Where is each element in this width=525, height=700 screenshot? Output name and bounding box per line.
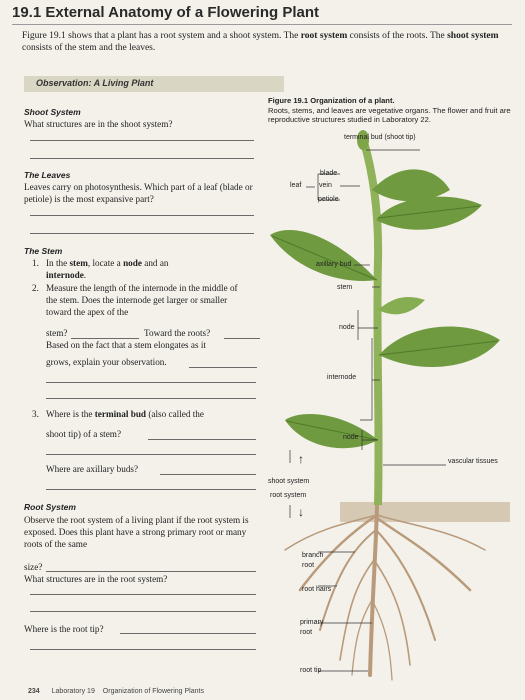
shoot-system-heading: Shoot System <box>24 107 81 117</box>
answer-line[interactable] <box>46 571 256 572</box>
intro-paragraph <box>22 30 512 54</box>
answer-line[interactable] <box>148 439 256 440</box>
q1-text-a: In the <box>46 258 70 268</box>
leaves-drawing <box>270 169 500 448</box>
answer-line[interactable] <box>30 594 256 595</box>
q2-text-d: Based on the fact that a stem elongates as it <box>46 340 206 350</box>
q1-keyword-stem: stem <box>69 258 88 268</box>
intro-keyword-root-system: root system <box>300 31 348 41</box>
stem-heading: The Stem <box>24 246 63 256</box>
answer-line[interactable] <box>189 367 257 368</box>
label-blade: blade <box>320 170 338 177</box>
root-structures-question: What structures are in the root system? <box>24 574 168 584</box>
label-vein: vein <box>319 182 332 189</box>
label-primary-root-1: primary <box>300 619 324 626</box>
q1-text-e: and an <box>141 258 169 268</box>
answer-line[interactable] <box>30 158 254 159</box>
root-system-heading: Root System <box>24 502 76 512</box>
label-branch-root-2: root <box>302 562 315 569</box>
q1-keyword-internode: internode <box>46 270 84 280</box>
stem-drawing <box>364 142 379 505</box>
leaves-question: Leaves carry on photosynthesis. Which part of a leaf (blade or petiole) is the most expansive part? <box>24 182 253 204</box>
answer-line[interactable] <box>46 489 256 490</box>
answer-line[interactable] <box>30 215 254 216</box>
q3-text-c: (also called the <box>146 409 204 419</box>
label-root-system: root system <box>270 492 307 499</box>
intro-text-1: Figure 19.1 shows that a plant has a root system and a shoot system. The <box>22 31 301 41</box>
q1-number: 1. <box>32 258 39 268</box>
soil-surface <box>340 502 510 522</box>
answer-line[interactable] <box>30 611 256 612</box>
page-footer <box>28 688 204 695</box>
plant-diagram <box>260 120 522 690</box>
answer-line[interactable] <box>30 140 254 141</box>
label-petiole: petiole <box>318 196 339 203</box>
q2-stem-label: stem? <box>46 328 68 338</box>
q1-keyword-node: node <box>123 258 142 268</box>
q1-text <box>46 257 256 281</box>
figure-caption-text: Roots, stems, and leaves are vegetative organs. The flower and fruit are reproductive structures studied in Laboratory 22. <box>268 105 511 124</box>
observation-label: Observation: A Living Plant <box>36 78 154 88</box>
answer-line[interactable] <box>46 398 256 399</box>
label-root-hairs: root hairs <box>302 586 332 593</box>
answer-line[interactable] <box>30 649 256 650</box>
q3-number: 3. <box>32 409 39 419</box>
label-node-lower: node <box>343 434 359 441</box>
q1-text-c: , locate a <box>87 258 124 268</box>
arrow-down-icon: ↓ <box>298 505 304 519</box>
q2-text-e: grows, explain your observation. <box>46 357 167 367</box>
answer-line[interactable] <box>224 338 260 339</box>
intro-text-2: consists of the roots. The <box>347 31 448 41</box>
shoot-system-question: What structures are in the shoot system? <box>24 119 173 129</box>
root-size-label: size? <box>24 562 43 572</box>
footer-lab-title: Organization of Flowering Plants <box>102 688 204 695</box>
label-internode: internode <box>327 374 357 381</box>
q3-keyword-terminal-bud: terminal bud <box>94 409 147 419</box>
answer-line[interactable] <box>160 474 256 475</box>
root-tip-question: Where is the root tip? <box>24 624 104 634</box>
label-primary-root-2: root <box>300 629 313 636</box>
title-divider <box>12 24 512 25</box>
answer-line[interactable] <box>30 233 254 234</box>
label-stem: stem <box>337 284 353 291</box>
intro-text-3: consists of the stem and the leaves. <box>22 43 156 53</box>
footer-lab: Laboratory 19 <box>51 688 95 695</box>
answer-line[interactable] <box>46 382 256 383</box>
leaves-heading: The Leaves <box>24 170 71 180</box>
intro-keyword-shoot-system: shoot system <box>447 31 499 41</box>
answer-line[interactable] <box>120 633 256 634</box>
root-system-text: Observe the root system of a living plant if the root system is exposed. Does this plant have a strong primary root or many roots of the same <box>24 515 249 549</box>
q2-number: 2. <box>32 283 39 293</box>
label-terminal-bud: terminal bud (shoot tip) <box>344 134 416 141</box>
page-title: 19.1 External Anatomy of a Flowering Plant <box>12 4 320 21</box>
q2-roots-label: Toward the roots? <box>144 328 211 338</box>
figure-caption-title: Figure 19.1 Organization of a plant. <box>268 96 395 105</box>
q3-text <box>46 408 261 420</box>
answer-line[interactable] <box>46 454 256 455</box>
label-vascular-tissues: vascular tissues <box>448 458 498 465</box>
arrow-up-icon: ↑ <box>298 452 304 466</box>
q2-text: Measure the length of the internode in the middle of the stem. Does the internode get larger or smaller toward the apex of the <box>46 283 238 317</box>
page-number: 234 <box>28 688 40 695</box>
q4-text: Where are axillary buds? <box>46 464 139 474</box>
label-leaf: leaf <box>290 182 302 189</box>
label-root-tip: root tip <box>300 667 322 674</box>
q3-text-a: Where is the <box>46 409 95 419</box>
label-branch-root-1: branch <box>302 552 324 559</box>
label-shoot-system: shoot system <box>268 478 310 485</box>
q1-text-g: . <box>83 270 87 280</box>
label-axillary-bud: axillary bud <box>316 261 352 268</box>
q3-text-d: shoot tip) of a stem? <box>46 429 122 439</box>
label-node-upper: node <box>339 324 355 331</box>
